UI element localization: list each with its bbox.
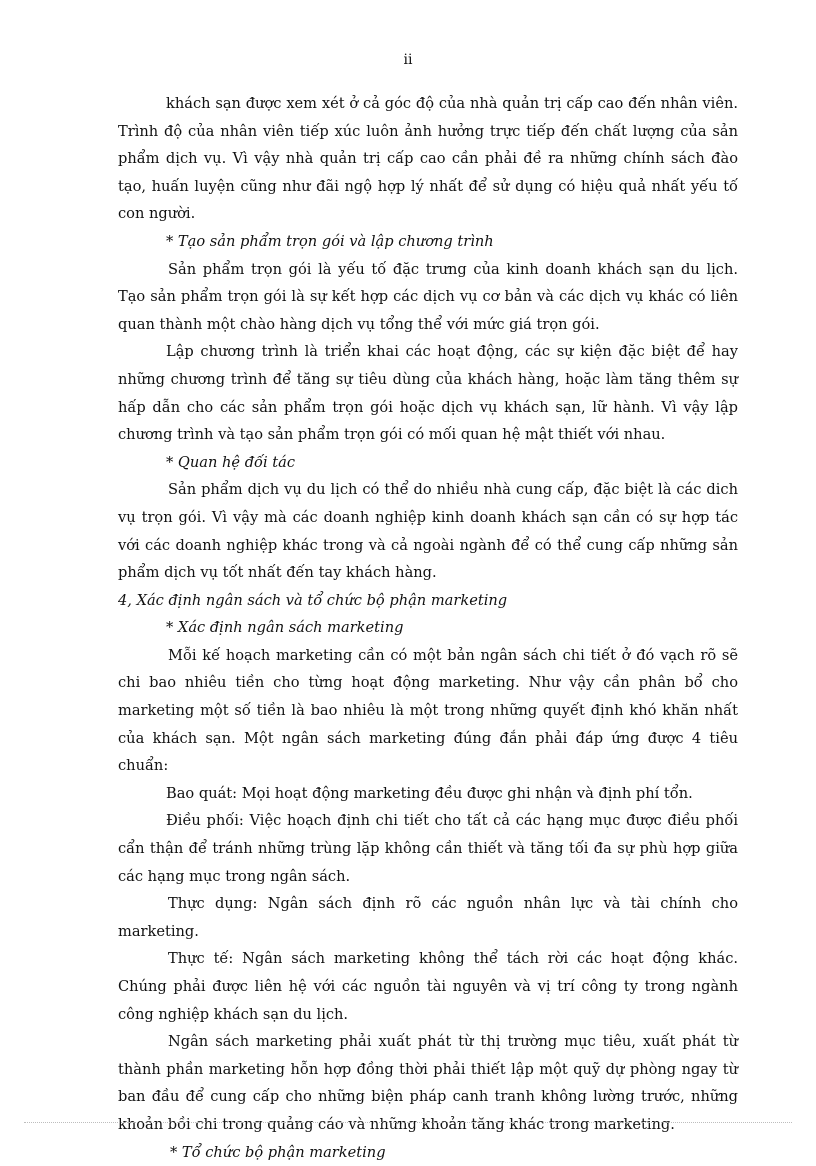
document-body <box>118 90 738 1166</box>
paragraph-criterion-coverage: Bao quát: Mọi hoạt động marketing đều được ghi nhận và định phí tổn. <box>166 784 693 802</box>
paragraph-partnerships: Sản phẩm dịch vụ du lịch có thể do nhiều nhà cung cấp, đặc biệt là các dich vụ trọn gói. Vì vậy mà các doanh nghiệp kinh doanh khách sạn cần có sự hợp tác với các doanh nghiệp khác trong và cả ngoài ngành để có thể cung cấp những sản phẩm dịch vụ tốt nhất đến tay khách hàng. <box>118 481 738 582</box>
section-heading-budget-and-organization: 4, Xác định ngân sách và tổ chức bộ phận marketing <box>118 591 508 609</box>
paragraph-staff-quality: khách sạn được xem xét ở cả góc độ của nhà quản trị cấp cao đến nhân viên. Trình độ của nhân viên tiếp xúc luôn ảnh hưởng trực tiếp đến chất lượng của sản phẩm dịch vụ. Vì vậy nhà quản trị cấp cao cần phải đề ra những chính sách đào tạo, huấn luyện cũng như đãi ngộ hợp lý nhất để sử dụng có hiệu quả nhất yếu tố con người. <box>118 95 738 223</box>
paragraph-criterion-practical: Thực dụng: Ngân sách định rõ các nguồn nhân lực và tài chính cho marketing. <box>118 895 738 940</box>
paragraph-criterion-coordination: Điều phối: Việc hoạch định chi tiết cho tất cả các hạng mục được điều phối cẩn thận để tránh những trùng lặp không cần thiết và tăng tối đa sự phù hợp giữa các hạng mục trong ngân sách. <box>118 812 738 885</box>
heading-package-products: * Tạo sản phẩm trọn gói và lập chương trình <box>166 232 494 250</box>
page-number: ii <box>403 52 413 68</box>
heading-partnerships: * Quan hệ đối tác <box>166 453 296 471</box>
paragraph-program-planning: Lập chương trình là triển khai các hoạt động, các sự kiện đặc biệt để hay những chương trình để tăng sự tiêu dùng của khách hàng, hoặc làm tăng thêm sự hấp dẫn cho các sản phẩm trọn gói hoặc dịch vụ khách sạn, lữ hành. Vì vậy lập chương trình và tạo sản phẩm trọn gói có mối quan hệ mật thiết với nhau. <box>118 343 738 444</box>
paragraph-budget-origin: Ngân sách marketing phải xuất phát từ thị trường mục tiêu, xuất phát từ thành phần marketing hỗn hợp đồng thời phải thiết lập một quỹ dự phòng ngay từ ban đầu để cung cấp cho những biện pháp canh tranh không lường trước, những khoản bồi chi trong quảng cáo và những khoản tăng khác trong marketing. <box>118 1033 738 1133</box>
paragraph-budget-overview: Mỗi kế hoạch marketing cần có một bản ngân sách chi tiết ở đó vạch rõ sẽ chi bao nhiêu tiền cho từng hoạt động marketing. Như vậy cần phân bổ cho marketing một số tiền là bao nhiêu là một trong những quyết định khó khăn nhất của khách sạn. Một ngân sách marketing đúng đắn phải đáp ứng được 4 tiêu chuẩn: <box>118 646 738 775</box>
heading-marketing-budget: * Xác định ngân sách marketing <box>166 619 404 637</box>
paragraph-package-definition: Sản phẩm trọn gói là yếu tố đặc trưng của kinh doanh khách sạn du lịch. Tạo sản phẩm trọn gói là sự kết hợp các dịch vụ cơ bản và các dịch vụ khác có liên quan thành một chào hàng dịch vụ tổng thể với mức giá trọn gói. <box>118 260 738 333</box>
heading-marketing-organization: * Tổ chức bộ phận marketing <box>170 1143 386 1161</box>
paragraph-criterion-realistic: Thực tế: Ngân sách marketing không thể tách rời các hoạt động khác. Chúng phải được liên hệ với các nguồn tài nguyên và vị trí công ty trong ngành công nghiệp khách sạn du lịch. <box>118 950 738 1023</box>
